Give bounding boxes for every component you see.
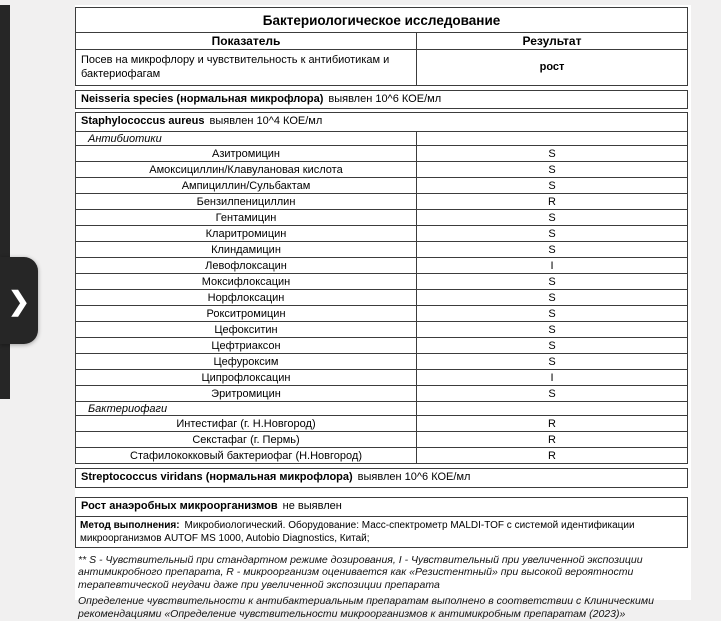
antibiotic-name: Гентамицин: [215, 211, 277, 224]
antibiotic-result: S: [416, 322, 687, 337]
antibiotic-name: Кларитромицин: [205, 227, 287, 240]
anaerobic-result: не выявлен: [282, 499, 342, 512]
antibiotic-name: Левофлоксацин: [205, 259, 287, 272]
phage-name: Стафилококковый бактериофаг (Н.Новгород): [130, 449, 362, 462]
phage-row: [76, 431, 687, 447]
antibiotic-result: I: [416, 370, 687, 385]
antibiotics-subheader-row: [76, 131, 687, 145]
antibiotic-result: S: [416, 146, 687, 161]
antibiotic-result: I: [416, 258, 687, 273]
antibiotic-name: Азитромицин: [211, 147, 281, 160]
antibiotic-row: [76, 289, 687, 305]
antibiotics-subheader: Антибиотики: [88, 132, 162, 145]
next-page-button[interactable]: [0, 257, 38, 344]
antibiotic-name: Ципрофлоксацин: [201, 371, 291, 384]
phage-row: [76, 415, 687, 431]
phages-subheader-result-cell: [416, 402, 687, 415]
antibiotic-result: S: [416, 242, 687, 257]
culture-row: [76, 49, 687, 85]
antibiotic-row: [76, 273, 687, 289]
antibiotics-list: [76, 145, 687, 401]
phage-result: R: [416, 432, 687, 447]
antibiotic-result: S: [416, 290, 687, 305]
anaerobic-row: [76, 498, 687, 516]
column-header-result: Результат: [416, 33, 687, 49]
table-header-row: [76, 32, 687, 49]
organism-row-staph: [76, 113, 687, 131]
phage-result: R: [416, 416, 687, 431]
antibiotic-result: S: [416, 210, 687, 225]
method-text: Микробиологический. Оборудование: Масс-спектрометр MALDI-TOF с системой идентификации микроорганизмов AUTOF MS 1000, Autobio Diagnostics, Китай;: [80, 519, 635, 544]
strep-table: [75, 468, 688, 488]
antibiotic-row: [76, 321, 687, 337]
antibiotic-name: Бензилпенициллин: [196, 195, 296, 208]
antibiotic-row: [76, 353, 687, 369]
culture-result: рост: [416, 50, 687, 85]
report-header-table: [75, 7, 688, 86]
neisseria-table: [75, 90, 688, 110]
antibiotic-name: Цефокситин: [214, 323, 278, 336]
antibiotic-row: [76, 193, 687, 209]
antibiotic-row: [76, 241, 687, 257]
phage-name: Интестифаг (г. Н.Новгород): [176, 417, 316, 430]
antibiotic-row: [76, 161, 687, 177]
phage-row: [76, 447, 687, 463]
organism-name: Staphylococcus aureus: [81, 115, 205, 128]
document-page: [75, 5, 691, 620]
antibiotic-name: Ампициллин/Сульбактам: [181, 179, 311, 192]
antibiotic-name: Цефуроксим: [213, 355, 279, 368]
organism-row-neisseria: [76, 91, 687, 109]
chevron-right-icon: ❯: [8, 285, 30, 316]
phages-subheader-row: [76, 401, 687, 415]
organism-result: выявлен 10^4 КОЕ/мл: [209, 115, 323, 128]
phage-result: R: [416, 448, 687, 463]
phages-list: [76, 415, 687, 463]
antibiotic-row: [76, 209, 687, 225]
antibiotic-result: S: [416, 306, 687, 321]
anaerobic-label: Рост анаэробных микроорганизмов: [81, 499, 278, 512]
antibiotic-row: [76, 225, 687, 241]
organism-name: Streptococcus viridans (нормальная микрофлора): [81, 471, 353, 484]
phage-name: Секстафаг (г. Пермь): [192, 433, 300, 446]
culture-label: Посев на микрофлору и чувствительность к антибиотикам и бактериофагам: [81, 54, 390, 81]
antibiotic-name: Амоксициллин/Клавулановая кислота: [149, 163, 343, 176]
antibiotic-row: [76, 385, 687, 401]
footnotes: [75, 554, 688, 621]
antibiotics-subheader-result-cell: [416, 132, 687, 145]
antibiotic-name: Эритромицин: [211, 387, 281, 400]
antibiotic-name: Рокситромицин: [206, 307, 286, 320]
antibiotic-result: S: [416, 338, 687, 353]
phages-subheader: Бактериофаги: [88, 402, 168, 415]
method-row: [76, 516, 687, 547]
antibiotic-result: S: [416, 178, 687, 193]
report-title: Бактериологическое исследование: [262, 13, 501, 28]
footnote: ** S - Чувствительный при стандартном режиме дозирования, I - Чувствительный при увеличенной экспозиции антимикробного препарата, R - микроорганизм оценивается как «Резистентный» при высокой вероятности терапевтической неудачи даже при увеличенной экспозиции препарата: [78, 553, 643, 592]
antibiotic-row: [76, 337, 687, 353]
antibiotic-name: Норфлоксацин: [207, 291, 285, 304]
antibiotic-row: [76, 145, 687, 161]
antibiotic-name: Моксифлоксацин: [201, 275, 291, 288]
antibiotic-result: R: [416, 194, 687, 209]
antibiotic-name: Цефтриаксон: [211, 339, 281, 352]
antibiotic-row: [76, 305, 687, 321]
organism-name: Neisseria species (нормальная микрофлора): [81, 92, 324, 105]
antibiotic-row: [76, 177, 687, 193]
antibiotic-result: S: [416, 226, 687, 241]
antibiotic-result: S: [416, 274, 687, 289]
antibiotic-result: S: [416, 162, 687, 177]
antibiotic-result: S: [416, 386, 687, 401]
footnote: Определение чувствительности к антибактериальным препаратам выполнено в соответствии с Клиническими рекомендациями «Определение чувствительности микроорганизмов к антимикробным препаратам (2023)»: [78, 594, 654, 620]
organism-result: выявлен 10^6 КОЕ/мл: [328, 92, 442, 105]
method-label: Метод выполнения:: [80, 519, 180, 531]
organism-result: выявлен 10^6 КОЕ/мл: [357, 471, 471, 484]
column-header-indicator: Показатель: [211, 34, 281, 48]
antibiotic-name: Клиндамицин: [211, 243, 281, 256]
antibiotic-row: [76, 369, 687, 385]
antibiotic-result: S: [416, 354, 687, 369]
organism-row-strep: [76, 469, 687, 487]
summary-table: [75, 497, 688, 548]
antibiotic-row: [76, 257, 687, 273]
staph-table: [75, 112, 688, 464]
